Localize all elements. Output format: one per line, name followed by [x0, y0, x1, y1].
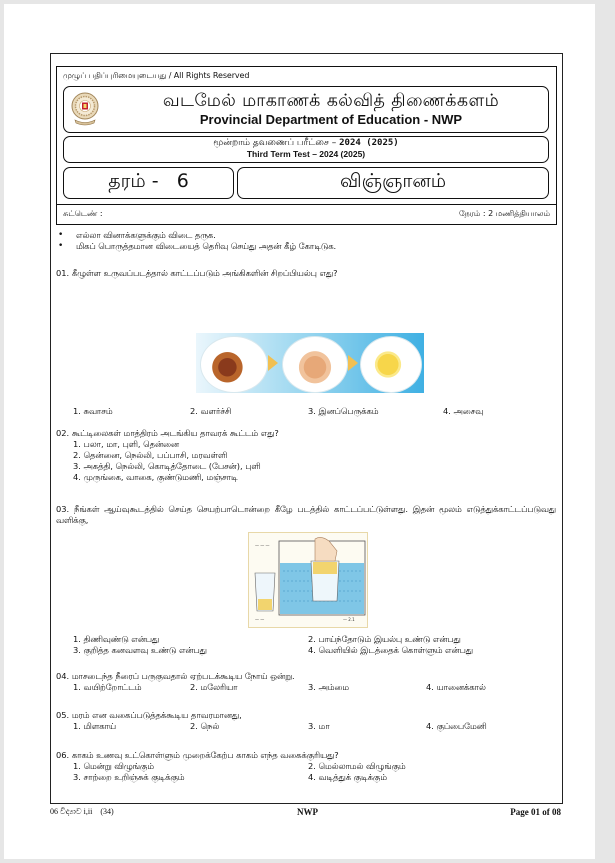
svg-text:— —: — —	[255, 617, 265, 622]
option[interactable]: 3. இனப்பெருக்கம்	[308, 406, 379, 416]
chick-picture	[360, 336, 422, 393]
arrow-icon	[348, 355, 358, 371]
option[interactable]: 1. வயிற்றோட்டம்	[73, 682, 142, 692]
question-05	[56, 710, 556, 721]
time-allowed-label: நேரம் : 2 மணித்தியாலம்	[458, 209, 550, 218]
department-box	[63, 86, 549, 133]
options-list	[56, 439, 556, 483]
option[interactable]: 4. யானைக்கால்	[426, 682, 486, 692]
option[interactable]: 2. தென்னை, நெல்லி, பப்பாசி, மரவள்ளி	[73, 450, 228, 460]
question-text: 05. மரம் என வகைப்படுத்தக்கூடிய தாவரமானது,	[56, 710, 242, 720]
option[interactable]: 1. மென்று விழுங்கும்	[73, 761, 154, 771]
option[interactable]: 3. மா	[308, 721, 330, 731]
rights-notice: முழுப் பதிப்புரிமையுடையது / All Rights Reserved	[63, 71, 250, 80]
option[interactable]: 4. வடித்துக் குடிக்கும்	[308, 772, 387, 782]
index-number-label: சுட்டெண் :	[63, 209, 103, 218]
option[interactable]: 4. முருங்கை, வாகை, குண்டுமணி, மஞ்சாடி	[73, 472, 238, 482]
question-text: 02. கூட்டிலைகள் மாத்திரம் அடங்கிய தாவரக் கூட்டம் எது?	[56, 428, 279, 438]
option[interactable]: 3. அம்மை	[308, 682, 349, 692]
option[interactable]: 3. சாற்றை உறிஞ்சுக் குடிக்கும்	[73, 772, 185, 782]
option[interactable]: 1. பலா, மா, புளி, தென்னை	[73, 439, 179, 449]
svg-text:— 2.1: — 2.1	[343, 617, 355, 622]
footer-page-number: Page 01 of 08	[510, 807, 561, 817]
grade-label: தரம் - 6	[108, 170, 189, 192]
option[interactable]: 2. மெல்லாமல் விழுங்கும்	[308, 761, 406, 771]
svg-text:— — —: — — —	[255, 543, 270, 548]
index-time-row	[57, 204, 556, 224]
term-test-english: Third Term Test – 2024 (2025)	[246, 149, 366, 159]
question-01	[56, 268, 556, 279]
option[interactable]: 1. திணிவுண்டு என்பது	[73, 634, 160, 644]
option[interactable]: 2. மலேரியா	[190, 682, 238, 692]
question-02	[56, 428, 556, 483]
footer-paper-code: 06 විද්‍යාව i,ii (34)	[50, 807, 114, 816]
eggs-picture	[282, 336, 348, 393]
instruction-item: • எல்லா வினாக்களுக்கும் விடை தருக.	[56, 230, 556, 241]
question-content	[56, 230, 556, 782]
term-test-tamil-year: 2024 (2025)	[339, 138, 399, 148]
exam-page	[4, 4, 595, 859]
option[interactable]: 1. சுவாசம்	[73, 406, 113, 416]
question-06	[56, 750, 556, 761]
question-text: 01. கீழுள்ள உருவப்படத்தால் காட்டப்படும் அங்கிகளின் சிறப்பியல்பு எது?	[56, 268, 338, 278]
arrow-icon	[268, 355, 278, 371]
option[interactable]: 3. குறித்த கனவளவு உண்டு என்பது	[73, 645, 207, 655]
option[interactable]: 2. நெல்	[190, 721, 220, 731]
term-test-tamil-label: மூன்றாம் தவணைப் பரீட்சை –	[213, 138, 337, 148]
question-text: 06. காகம் உணவு உட்கொள்ளும் முறைக்கேற்ப காகம் எந்த வகைக்குரியது?	[56, 750, 339, 760]
option[interactable]: 1. மிளகாய்	[73, 721, 116, 731]
page-frame	[50, 53, 563, 804]
footer-province: NWP	[297, 807, 318, 817]
option[interactable]: 4. வெளியில் இடத்தைக் கொள்ளும் என்பது	[308, 645, 473, 655]
option[interactable]: 4. அசைவு	[443, 406, 484, 416]
question-03	[56, 504, 556, 526]
department-name-english: Provincial Department of Education - NWP	[199, 112, 463, 127]
question-text: 03. நீங்கள் ஆய்வுகூடத்தில் செய்த செயற்பாடொன்றை கீழே படத்தில் காட்டப்பட்டுள்ளது. இதன் மூலம் எடுத்துக்காட்டப்படுவது வளிக்கு,	[56, 504, 556, 525]
exam-header	[56, 66, 557, 225]
option[interactable]: 4. குப்பைமேனி	[426, 721, 487, 731]
grade-box	[63, 167, 234, 199]
term-test-tamil	[64, 138, 548, 149]
subject-label: விஞ்ஞானம்	[339, 170, 447, 192]
option[interactable]: 2. வளர்ச்சி	[190, 406, 232, 416]
instruction-item: • மிகப் பொருத்தமான விடையைத் தெரிவு செய்து அதன் கீழ் கோடிடுக.	[56, 241, 556, 252]
option[interactable]: 2. பாய்ந்தோடும் இயல்பு உண்டு என்பது	[308, 634, 461, 644]
question-04	[56, 671, 556, 682]
hen-eggs-chick-lifecycle-image	[196, 333, 424, 393]
department-name-tamil: வடமேல் மாகாணக் கல்வித் திணைக்களம்	[162, 91, 500, 111]
term-test-box	[63, 136, 549, 163]
option[interactable]: 3. அகத்தி, நெல்லி, கொடித்தோடை (பேசன்), புளி	[73, 461, 261, 471]
provincial-emblem-icon	[70, 92, 100, 126]
question-text: 04. மாசடைந்த நீரைப் பருகுவதால் ஏற்படக்கூடிய நோய் ஒன்று.	[56, 671, 295, 681]
subject-box	[237, 167, 549, 199]
glass-in-water-experiment-image	[248, 532, 368, 628]
hen-picture	[200, 336, 268, 393]
